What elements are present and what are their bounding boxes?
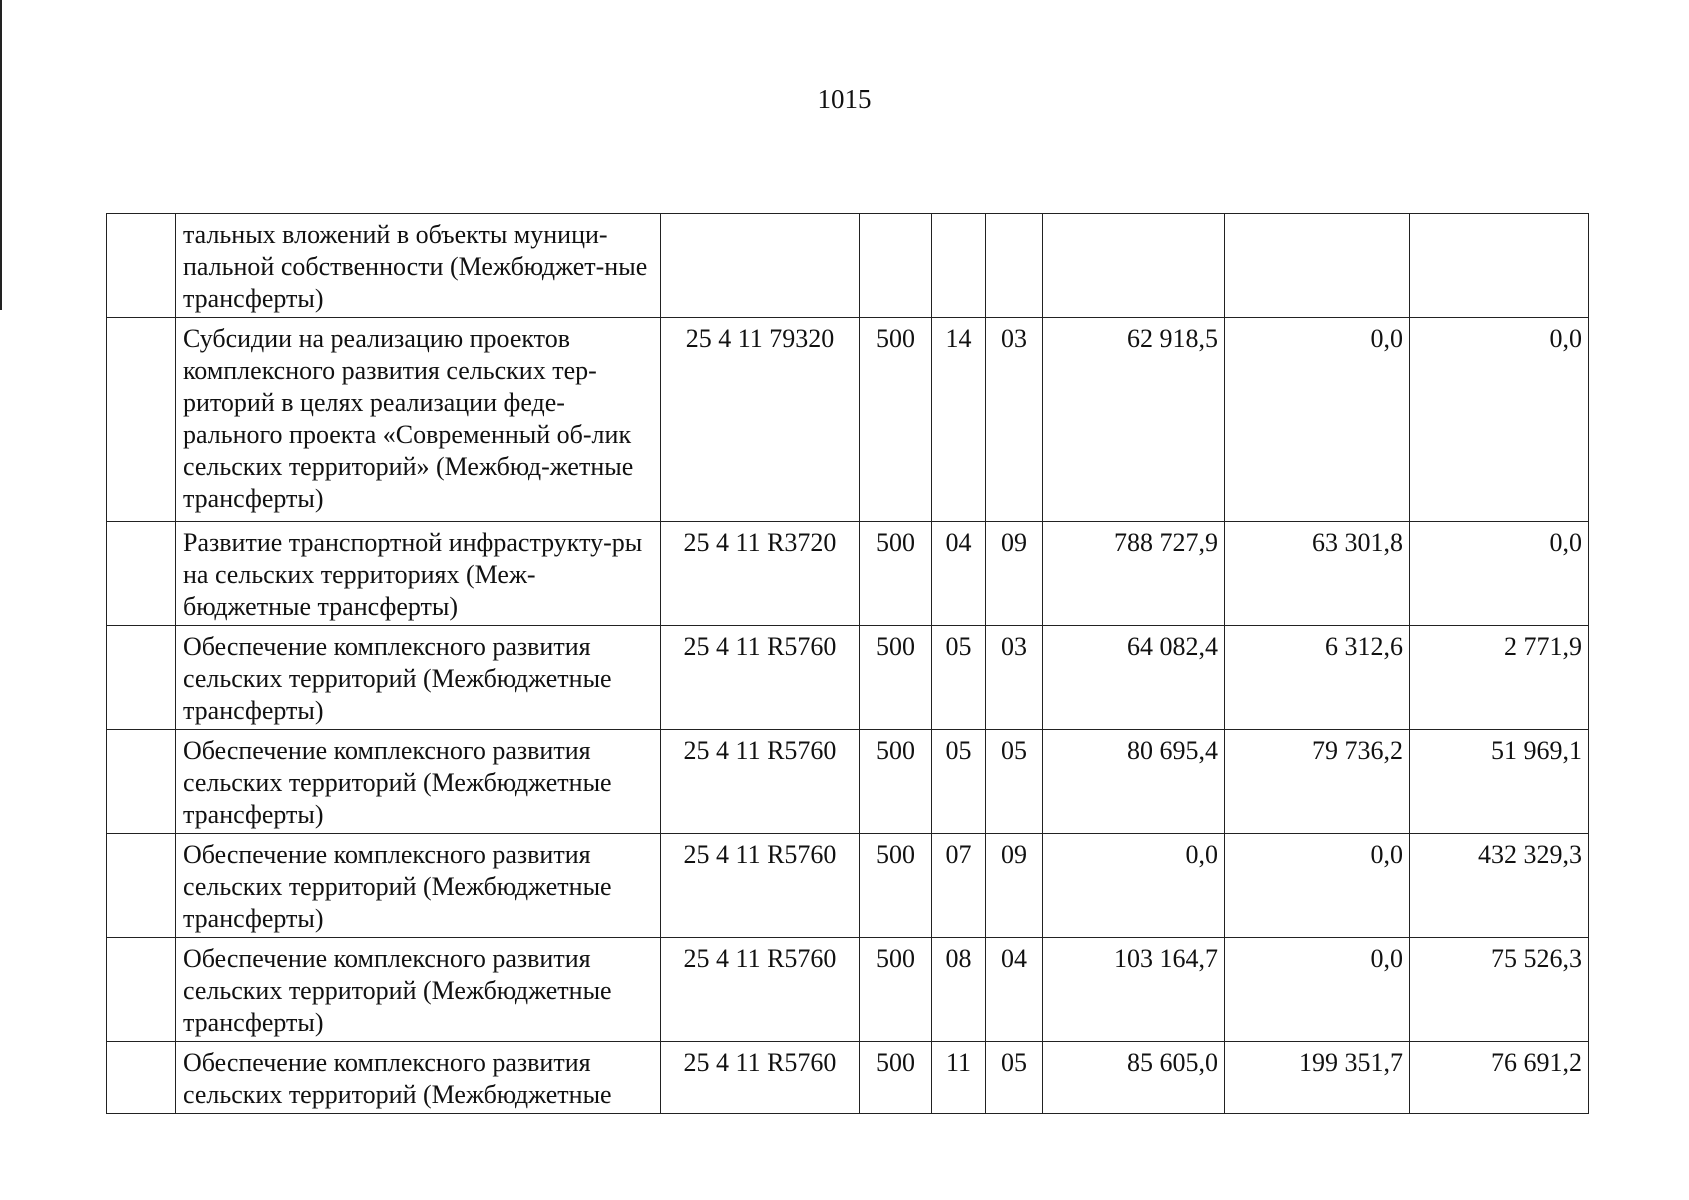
subsection-cell (986, 214, 1043, 318)
amount-3-cell: 51 969,1 (1410, 730, 1589, 834)
table-row (107, 938, 1589, 1042)
amount-1-cell: 788 727,9 (1043, 522, 1225, 626)
section-cell: 04 (932, 522, 986, 626)
subsection-cell: 09 (986, 834, 1043, 938)
row-number-cell (107, 522, 176, 626)
table-row (107, 730, 1589, 834)
subsection-cell: 04 (986, 938, 1043, 1042)
amount-2-cell: 6 312,6 (1225, 626, 1410, 730)
expense-type-cell: 500 (860, 1042, 932, 1114)
target-article-cell (661, 214, 860, 318)
item-name-cell: Обеспечение комплексного развития сельских территорий (Межбюджетные трансферты) (176, 938, 661, 1042)
target-article-cell: 25 4 11 R5760 (661, 626, 860, 730)
amount-1-cell: 64 082,4 (1043, 626, 1225, 730)
table-row (107, 214, 1589, 318)
expense-type-cell: 500 (860, 938, 932, 1042)
subsection-cell: 05 (986, 1042, 1043, 1114)
subsection-cell: 09 (986, 522, 1043, 626)
row-number-cell (107, 938, 176, 1042)
row-number-cell (107, 834, 176, 938)
amount-2-cell: 63 301,8 (1225, 522, 1410, 626)
table-row (107, 522, 1589, 626)
amount-3-cell: 75 526,3 (1410, 938, 1589, 1042)
amount-1-cell: 80 695,4 (1043, 730, 1225, 834)
amount-2-cell: 0,0 (1225, 938, 1410, 1042)
table-row (107, 834, 1589, 938)
target-article-cell: 25 4 11 79320 (661, 318, 860, 522)
amount-3-cell: 2 771,9 (1410, 626, 1589, 730)
expense-type-cell: 500 (860, 834, 932, 938)
target-article-cell: 25 4 11 R5760 (661, 730, 860, 834)
amount-1-cell (1043, 214, 1225, 318)
row-number-cell (107, 730, 176, 834)
scan-edge-line (0, 0, 2, 310)
item-name-cell: Обеспечение комплексного развития сельских территорий (Межбюджетные трансферты) (176, 626, 661, 730)
item-name-cell: Субсидии на реализацию проектов комплексного развития сельских тер-риторий в целях реализации феде-рального проекта «Современный об-лик сельских территорий» (Межбюд-жетные трансферты) (176, 318, 661, 522)
amount-2-cell (1225, 214, 1410, 318)
target-article-cell: 25 4 11 R5760 (661, 1042, 860, 1114)
table-row (107, 318, 1589, 522)
section-cell: 05 (932, 730, 986, 834)
expense-type-cell: 500 (860, 626, 932, 730)
expense-type-cell: 500 (860, 522, 932, 626)
subsection-cell: 03 (986, 626, 1043, 730)
section-cell: 11 (932, 1042, 986, 1114)
budget-table (106, 213, 1589, 1114)
amount-2-cell: 199 351,7 (1225, 1042, 1410, 1114)
section-cell (932, 214, 986, 318)
target-article-cell: 25 4 11 R5760 (661, 938, 860, 1042)
section-cell: 14 (932, 318, 986, 522)
target-article-cell: 25 4 11 R5760 (661, 834, 860, 938)
amount-1-cell: 0,0 (1043, 834, 1225, 938)
table-row (107, 1042, 1589, 1114)
item-name-cell: Развитие транспортной инфраструкту-ры на сельских территориях (Меж-бюджетные трансферты) (176, 522, 661, 626)
section-cell: 08 (932, 938, 986, 1042)
expense-type-cell (860, 214, 932, 318)
amount-2-cell: 0,0 (1225, 834, 1410, 938)
section-cell: 07 (932, 834, 986, 938)
amount-3-cell (1410, 214, 1589, 318)
item-name-cell: Обеспечение комплексного развития сельских территорий (Межбюджетные (176, 1042, 661, 1114)
row-number-cell (107, 214, 176, 318)
row-number-cell (107, 1042, 176, 1114)
target-article-cell: 25 4 11 R3720 (661, 522, 860, 626)
subsection-cell: 03 (986, 318, 1043, 522)
expense-type-cell: 500 (860, 318, 932, 522)
section-cell: 05 (932, 626, 986, 730)
expense-type-cell: 500 (860, 730, 932, 834)
amount-3-cell: 0,0 (1410, 318, 1589, 522)
amount-3-cell: 432 329,3 (1410, 834, 1589, 938)
amount-1-cell: 62 918,5 (1043, 318, 1225, 522)
amount-3-cell: 0,0 (1410, 522, 1589, 626)
page-number: 1015 (817, 84, 872, 114)
item-name-cell: Обеспечение комплексного развития сельских территорий (Межбюджетные трансферты) (176, 730, 661, 834)
row-number-cell (107, 626, 176, 730)
subsection-cell: 05 (986, 730, 1043, 834)
amount-2-cell: 0,0 (1225, 318, 1410, 522)
amount-2-cell: 79 736,2 (1225, 730, 1410, 834)
item-name-cell: тальных вложений в объекты муници-пальной собственности (Межбюджет-ные трансферты) (176, 214, 661, 318)
item-name-cell: Обеспечение комплексного развития сельских территорий (Межбюджетные трансферты) (176, 834, 661, 938)
amount-3-cell: 76 691,2 (1410, 1042, 1589, 1114)
amount-1-cell: 85 605,0 (1043, 1042, 1225, 1114)
table-row (107, 626, 1589, 730)
row-number-cell (107, 318, 176, 522)
amount-1-cell: 103 164,7 (1043, 938, 1225, 1042)
